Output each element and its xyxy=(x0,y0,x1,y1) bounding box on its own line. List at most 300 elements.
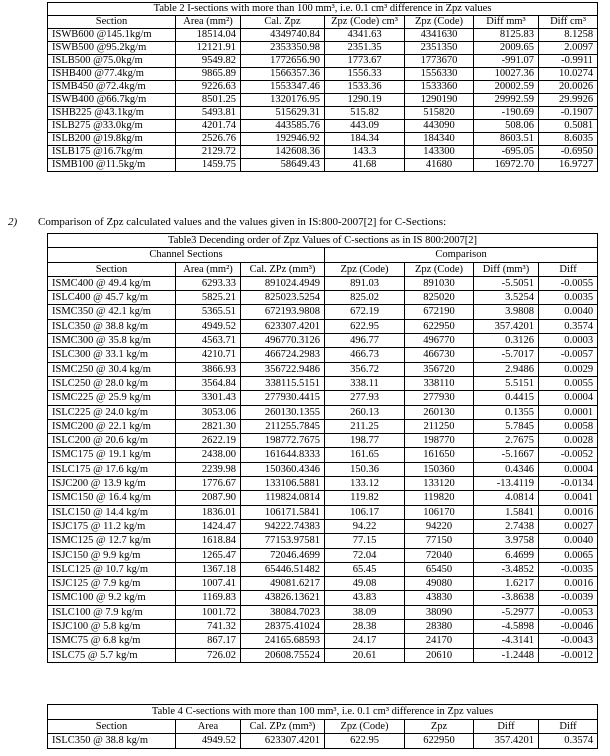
table-cell: 1553347.46 xyxy=(241,81,325,94)
table-cell: 867.17 xyxy=(176,634,241,648)
table-row xyxy=(48,120,598,133)
table-cell: 622950 xyxy=(405,734,474,749)
table-cell: ISLC350 @ 38.8 kg/m xyxy=(48,319,176,333)
table-cell: 8.6035 xyxy=(539,133,598,146)
table-cell: 211.25 xyxy=(325,419,405,433)
table-cell: 77153.97581 xyxy=(241,534,325,548)
table-cell: 143300 xyxy=(405,146,474,159)
table4-header-cell: Zpz (Code) xyxy=(325,719,405,734)
table-cell: 622950 xyxy=(405,319,474,333)
table-cell: 49080 xyxy=(405,577,474,591)
table-cell: 515820 xyxy=(405,107,474,120)
table-cell: -695.05 xyxy=(474,146,539,159)
note-text: Comparison of Zpz calculated values and the values given in IS:800-2007[2] for C-Sections: xyxy=(38,216,447,228)
table-cell: ISMC150 @ 16.4 kg/m xyxy=(48,491,176,505)
table-cell: 2622.19 xyxy=(176,434,241,448)
table-cell: 94222.74383 xyxy=(241,519,325,533)
table3-header-cell: Cal. ZPz (mm³) xyxy=(241,262,325,276)
table-cell: 161644.8333 xyxy=(241,448,325,462)
table-cell: 672190 xyxy=(405,305,474,319)
table-row xyxy=(48,419,598,433)
table-cell: 1424.47 xyxy=(176,519,241,533)
table-cell: 1776.67 xyxy=(176,477,241,491)
table-cell: 119824.0814 xyxy=(241,491,325,505)
table-cell: 825.02 xyxy=(325,291,405,305)
table-cell: 2009.65 xyxy=(474,42,539,55)
table2-header-cell: Cal. Zpz xyxy=(241,16,325,29)
table-row xyxy=(48,362,598,376)
table-cell: ISMC300 @ 35.8 kg/m xyxy=(48,334,176,348)
table-row xyxy=(48,291,598,305)
table-cell: ISLC250 @ 28.0 kg/m xyxy=(48,376,176,390)
table-cell: ISLB200 @19.8kg/m xyxy=(48,133,176,146)
table-row xyxy=(48,734,598,749)
table-cell: -0.0012 xyxy=(539,648,598,662)
table-row xyxy=(48,562,598,576)
table-cell: ISLC300 @ 33.1 kg/m xyxy=(48,348,176,362)
table-cell: 357.4201 xyxy=(474,734,539,749)
table-cell: 1773670 xyxy=(405,55,474,68)
table-cell: 72.04 xyxy=(325,548,405,562)
table3-header-row xyxy=(48,262,598,276)
table-row xyxy=(48,334,598,348)
table-cell: ISLC75 @ 5.7 kg/m xyxy=(48,648,176,662)
table-row xyxy=(48,519,598,533)
table-cell: ISMC400 @ 49.4 kg/m xyxy=(48,276,176,290)
table-cell: ISLC100 @ 7.9 kg/m xyxy=(48,605,176,619)
table4-header-cell: Diff xyxy=(539,719,598,734)
table-row xyxy=(48,505,598,519)
table-cell: 65450 xyxy=(405,562,474,576)
table-row xyxy=(48,42,598,55)
table-cell: 0.0028 xyxy=(539,434,598,448)
table-cell: 357.4201 xyxy=(474,319,539,333)
table-cell: 0.0040 xyxy=(539,534,598,548)
table-cell: 4210.71 xyxy=(176,348,241,362)
table-cell: 5.7845 xyxy=(474,419,539,433)
table-cell: 77150 xyxy=(405,534,474,548)
table-cell: 119820 xyxy=(405,491,474,505)
table-cell: 1773.67 xyxy=(325,55,405,68)
table-cell: 24.17 xyxy=(325,634,405,648)
table-cell: 58649.43 xyxy=(241,159,325,172)
table-cell: 20.61 xyxy=(325,648,405,662)
table-cell: -0.9911 xyxy=(539,55,598,68)
table-cell: 106170 xyxy=(405,505,474,519)
table-cell: ISJC150 @ 9.9 kg/m xyxy=(48,548,176,562)
table-cell: -0.0043 xyxy=(539,634,598,648)
table-row xyxy=(48,94,598,107)
table-cell: 515.82 xyxy=(325,107,405,120)
table-cell: 3564.84 xyxy=(176,376,241,390)
table-cell: -5.5051 xyxy=(474,276,539,290)
table-cell: ISLC225 @ 24.0 kg/m xyxy=(48,405,176,419)
table-cell: 10027.36 xyxy=(474,68,539,81)
table-cell: 28375.41024 xyxy=(241,620,325,634)
table-row xyxy=(48,448,598,462)
table-cell: -0.0035 xyxy=(539,562,598,576)
table-cell: 4201.74 xyxy=(176,120,241,133)
table-cell: 9865.89 xyxy=(176,68,241,81)
table-3 xyxy=(47,233,598,663)
table-cell: 891024.4949 xyxy=(241,276,325,290)
table4-header-cell: Cal. ZPz (mm³) xyxy=(241,719,325,734)
table-cell: 443585.76 xyxy=(241,120,325,133)
table2-header-cell: Diff cm³ xyxy=(539,16,598,29)
table-cell: 2.9486 xyxy=(474,362,539,376)
table-cell: 277930 xyxy=(405,391,474,405)
table-cell: 20.0026 xyxy=(539,81,598,94)
table4-header-cell: Area xyxy=(176,719,241,734)
table-cell: -0.0057 xyxy=(539,348,598,362)
table-cell: 623307.4201 xyxy=(241,734,325,749)
table-row xyxy=(48,462,598,476)
table-row xyxy=(48,107,598,120)
table-cell: 43.83 xyxy=(325,591,405,605)
table-2 xyxy=(47,2,598,172)
table-cell: 1169.83 xyxy=(176,591,241,605)
table-cell: 277.93 xyxy=(325,391,405,405)
table-row xyxy=(48,276,598,290)
table-cell: 277930.4415 xyxy=(241,391,325,405)
table-cell: 43830 xyxy=(405,591,474,605)
table-cell: 133106.5881 xyxy=(241,477,325,491)
table-cell: 49081.6217 xyxy=(241,577,325,591)
table-row xyxy=(48,534,598,548)
table3-header-cell: Area (mm²) xyxy=(176,262,241,276)
table-cell: 496770 xyxy=(405,334,474,348)
table-row xyxy=(48,548,598,562)
table-cell: 4.0814 xyxy=(474,491,539,505)
table-cell: -0.0039 xyxy=(539,591,598,605)
table-cell: -5.1667 xyxy=(474,448,539,462)
table-cell: ISWB600 @145.1kg/m xyxy=(48,29,176,42)
table-cell: 2.7438 xyxy=(474,519,539,533)
table-cell: 3.9758 xyxy=(474,534,539,548)
table-cell: 2129.72 xyxy=(176,146,241,159)
table-cell: 466730 xyxy=(405,348,474,362)
table-cell: 161.65 xyxy=(325,448,405,462)
table-row xyxy=(48,577,598,591)
table-cell: ISLB275 @33.0kg/m xyxy=(48,120,176,133)
table-cell: 24170 xyxy=(405,634,474,648)
table-cell: 72046.4699 xyxy=(241,548,325,562)
table-cell: 0.3126 xyxy=(474,334,539,348)
table-cell: 2351350 xyxy=(405,42,474,55)
table-cell: 94220 xyxy=(405,519,474,533)
table-cell: 0.0001 xyxy=(539,405,598,419)
table-row xyxy=(48,648,598,662)
table-cell: 2239.98 xyxy=(176,462,241,476)
table-row xyxy=(48,634,598,648)
table-row xyxy=(48,620,598,634)
table-3-group-comparison: Comparison xyxy=(325,248,598,262)
table-cell: -0.1907 xyxy=(539,107,598,120)
table-row xyxy=(48,491,598,505)
table-cell: 184340 xyxy=(405,133,474,146)
table-cell: 1001.72 xyxy=(176,605,241,619)
table-cell: -3.4852 xyxy=(474,562,539,576)
table-cell: 8501.25 xyxy=(176,94,241,107)
table-cell: 41680 xyxy=(405,159,474,172)
table-cell: 198.77 xyxy=(325,434,405,448)
table-cell: 0.0016 xyxy=(539,577,598,591)
table-cell: 133.12 xyxy=(325,477,405,491)
table-cell: 825020 xyxy=(405,291,474,305)
table-2-caption: Table 2 I-sections with more than 100 mm³, i.e. 0.1 cm³ difference in Zpz values xyxy=(48,3,598,16)
table-cell: 38.09 xyxy=(325,605,405,619)
table-cell: 184.34 xyxy=(325,133,405,146)
table-cell: ISMB450 @72.4kg/m xyxy=(48,81,176,94)
table4-header-cell: Section xyxy=(48,719,176,734)
table-cell: 0.0058 xyxy=(539,419,598,433)
table-cell: 3301.43 xyxy=(176,391,241,405)
table-row xyxy=(48,81,598,94)
table-cell: 1320176.95 xyxy=(241,94,325,107)
table-cell: 0.0029 xyxy=(539,362,598,376)
table-cell: 65.45 xyxy=(325,562,405,576)
table-cell: ISMC250 @ 30.4 kg/m xyxy=(48,362,176,376)
table-cell: -4.5898 xyxy=(474,620,539,634)
table-cell: 356722.9486 xyxy=(241,362,325,376)
table-cell: 1533.36 xyxy=(325,81,405,94)
table-cell: -0.0055 xyxy=(539,276,598,290)
table-cell: ISWB400 @66.7kg/m xyxy=(48,94,176,107)
table-row xyxy=(48,68,598,81)
table-cell: ISWB500 @95.2kg/m xyxy=(48,42,176,55)
table-row xyxy=(48,55,598,68)
table-cell: 150360.4346 xyxy=(241,462,325,476)
table-cell: 0.4346 xyxy=(474,462,539,476)
table-cell: 1290190 xyxy=(405,94,474,107)
table-cell: 192946.92 xyxy=(241,133,325,146)
table-cell: ISLC175 @ 17.6 kg/m xyxy=(48,462,176,476)
table-cell: 106.17 xyxy=(325,505,405,519)
table-cell: -3.8638 xyxy=(474,591,539,605)
table-row xyxy=(48,477,598,491)
table-cell: 443.09 xyxy=(325,120,405,133)
table-cell: ISHB225 @43.1kg/m xyxy=(48,107,176,120)
table-cell: 10.0274 xyxy=(539,68,598,81)
table-row xyxy=(48,29,598,42)
table-cell: ISLB175 @16.7kg/m xyxy=(48,146,176,159)
table-cell: 198770 xyxy=(405,434,474,448)
table-cell: 260130 xyxy=(405,405,474,419)
table-cell: ISMC225 @ 25.9 kg/m xyxy=(48,391,176,405)
table-cell: 20610 xyxy=(405,648,474,662)
table-cell: 508.06 xyxy=(474,120,539,133)
table-cell: ISLC200 @ 20.6 kg/m xyxy=(48,434,176,448)
table-cell: 29992.59 xyxy=(474,94,539,107)
table-cell: 1566357.36 xyxy=(241,68,325,81)
table-cell: 161650 xyxy=(405,448,474,462)
table-cell: 338.11 xyxy=(325,376,405,390)
table-cell: 3053.06 xyxy=(176,405,241,419)
table-cell: 5493.81 xyxy=(176,107,241,120)
table-cell: ISJC175 @ 11.2 kg/m xyxy=(48,519,176,533)
table-cell: 8125.83 xyxy=(474,29,539,42)
table-cell: 3866.93 xyxy=(176,362,241,376)
table-cell: 20608.75524 xyxy=(241,648,325,662)
table2-header-cell: Zpz (Code) xyxy=(405,16,474,29)
table-cell: 72040 xyxy=(405,548,474,562)
note-number: 2) xyxy=(8,216,18,228)
table-cell: -5.2977 xyxy=(474,605,539,619)
table-cell: 0.0055 xyxy=(539,376,598,390)
table-cell: ISLC125 @ 10.7 kg/m xyxy=(48,562,176,576)
table-cell: 0.3574 xyxy=(539,319,598,333)
table-cell: 0.0065 xyxy=(539,548,598,562)
table-cell: ISLC150 @ 14.4 kg/m xyxy=(48,505,176,519)
table-cell: 2351.35 xyxy=(325,42,405,55)
table-cell: ISHB400 @77.4kg/m xyxy=(48,68,176,81)
table-row xyxy=(48,391,598,405)
table-cell: 1.5841 xyxy=(474,505,539,519)
table-cell: ISMC100 @ 9.2 kg/m xyxy=(48,591,176,605)
table-cell: 0.0040 xyxy=(539,305,598,319)
table-cell: -0.6950 xyxy=(539,146,598,159)
table-cell: 5365.51 xyxy=(176,305,241,319)
table-cell: 726.02 xyxy=(176,648,241,662)
table-cell: 623307.4201 xyxy=(241,319,325,333)
table-cell: ISMC175 @ 19.1 kg/m xyxy=(48,448,176,462)
table-cell: 43826.13621 xyxy=(241,591,325,605)
table-cell: 143.3 xyxy=(325,146,405,159)
table-cell: 0.1355 xyxy=(474,405,539,419)
table-cell: 6.4699 xyxy=(474,548,539,562)
table-cell: 3.5254 xyxy=(474,291,539,305)
table-cell: 16.9727 xyxy=(539,159,598,172)
table3-header-cell: Section xyxy=(48,262,176,276)
table-cell: 150360 xyxy=(405,462,474,476)
table-row xyxy=(48,159,598,172)
table-cell: 5.5151 xyxy=(474,376,539,390)
table-cell: 0.4415 xyxy=(474,391,539,405)
table-cell: -5.7017 xyxy=(474,348,539,362)
table4-header-cell: Zpz xyxy=(405,719,474,734)
table-cell: 18514.04 xyxy=(176,29,241,42)
table-cell: 515629.31 xyxy=(241,107,325,120)
table-cell: 0.0003 xyxy=(539,334,598,348)
table-cell: 2.7675 xyxy=(474,434,539,448)
table-cell: 3.9808 xyxy=(474,305,539,319)
table-cell: 338115.5151 xyxy=(241,376,325,390)
table-cell: -0.0052 xyxy=(539,448,598,462)
table4-header-row xyxy=(48,719,598,734)
table-cell: ISMC350 @ 42.1 kg/m xyxy=(48,305,176,319)
table-cell: 0.0041 xyxy=(539,491,598,505)
table-cell: 260.13 xyxy=(325,405,405,419)
table-cell: ISMB100 @11.5kg/m xyxy=(48,159,176,172)
table-cell: -0.0053 xyxy=(539,605,598,619)
table-cell: 8603.51 xyxy=(474,133,539,146)
table-cell: 198772.7675 xyxy=(241,434,325,448)
table-cell: 0.0004 xyxy=(539,462,598,476)
table-cell: 891.03 xyxy=(325,276,405,290)
table-row xyxy=(48,319,598,333)
table-cell: 41.68 xyxy=(325,159,405,172)
table-cell: 38090 xyxy=(405,605,474,619)
table-cell: 0.3574 xyxy=(539,734,598,749)
table2-header-cell: Section xyxy=(48,16,176,29)
table-cell: -190.69 xyxy=(474,107,539,120)
table2-header-cell: Zpz (Code) cm³ xyxy=(325,16,405,29)
table-cell: 1772656.90 xyxy=(241,55,325,68)
table-3-caption: Table3 Decending order of Zpz Values of C-sections as in IS 800:2007[2] xyxy=(48,234,598,248)
table-cell: 1836.01 xyxy=(176,505,241,519)
table-cell: ISLB500 @75.0kg/m xyxy=(48,55,176,68)
table4-header-cell: Diff xyxy=(474,719,539,734)
table-cell: 9549.82 xyxy=(176,55,241,68)
table-cell: 0.0004 xyxy=(539,391,598,405)
table-cell: 622.95 xyxy=(325,319,405,333)
table-row xyxy=(48,146,598,159)
table-cell: 672.19 xyxy=(325,305,405,319)
table-row xyxy=(48,405,598,419)
table-cell: 28380 xyxy=(405,620,474,634)
table-cell: 2526.76 xyxy=(176,133,241,146)
table-cell: 1533360 xyxy=(405,81,474,94)
table-cell: ISJC100 @ 5.8 kg/m xyxy=(48,620,176,634)
table-cell: 0.0027 xyxy=(539,519,598,533)
table-cell: 106171.5841 xyxy=(241,505,325,519)
table-cell: -991.07 xyxy=(474,55,539,68)
table-cell: 4949.52 xyxy=(176,319,241,333)
table-cell: ISLC400 @ 45.7 kg/m xyxy=(48,291,176,305)
table-cell: 741.32 xyxy=(176,620,241,634)
table-cell: 1618.84 xyxy=(176,534,241,548)
table-cell: 356720 xyxy=(405,362,474,376)
table-row xyxy=(48,133,598,146)
table-cell: 4341.63 xyxy=(325,29,405,42)
table-cell: 1265.47 xyxy=(176,548,241,562)
table-cell: 28.38 xyxy=(325,620,405,634)
table-cell: 1459.75 xyxy=(176,159,241,172)
section-note xyxy=(8,216,446,228)
table-cell: 1007.41 xyxy=(176,577,241,591)
table-cell: -0.0134 xyxy=(539,477,598,491)
table-cell: -4.3141 xyxy=(474,634,539,648)
table-cell: 1367.18 xyxy=(176,562,241,576)
table-cell: 12121.91 xyxy=(176,42,241,55)
table-cell: 49.08 xyxy=(325,577,405,591)
table-cell: 2821.30 xyxy=(176,419,241,433)
table3-header-cell: Zpz (Code) xyxy=(325,262,405,276)
table-4-caption: Table 4 C-sections with more than 100 mm³, i.e. 0.1 cm³ difference in Zpz values xyxy=(48,705,598,720)
table-cell: 338110 xyxy=(405,376,474,390)
table-row xyxy=(48,591,598,605)
table-cell: 1.6217 xyxy=(474,577,539,591)
table-cell: 94.22 xyxy=(325,519,405,533)
table-row xyxy=(48,434,598,448)
table2-header-cell: Area (mm²) xyxy=(176,16,241,29)
table-cell: 20002.59 xyxy=(474,81,539,94)
table-row xyxy=(48,305,598,319)
table-cell: 825023.5254 xyxy=(241,291,325,305)
table-cell: 4341630 xyxy=(405,29,474,42)
table-cell: 211255.7845 xyxy=(241,419,325,433)
table-cell: 466724.2983 xyxy=(241,348,325,362)
table-cell: 496770.3126 xyxy=(241,334,325,348)
table-cell: 0.0035 xyxy=(539,291,598,305)
table-cell: 891030 xyxy=(405,276,474,290)
table-cell: 622.95 xyxy=(325,734,405,749)
table-cell: 38084.7023 xyxy=(241,605,325,619)
table-cell: -13.4119 xyxy=(474,477,539,491)
table-cell: 119.82 xyxy=(325,491,405,505)
table2-header-cell: Diff mm³ xyxy=(474,16,539,29)
table-row xyxy=(48,376,598,390)
